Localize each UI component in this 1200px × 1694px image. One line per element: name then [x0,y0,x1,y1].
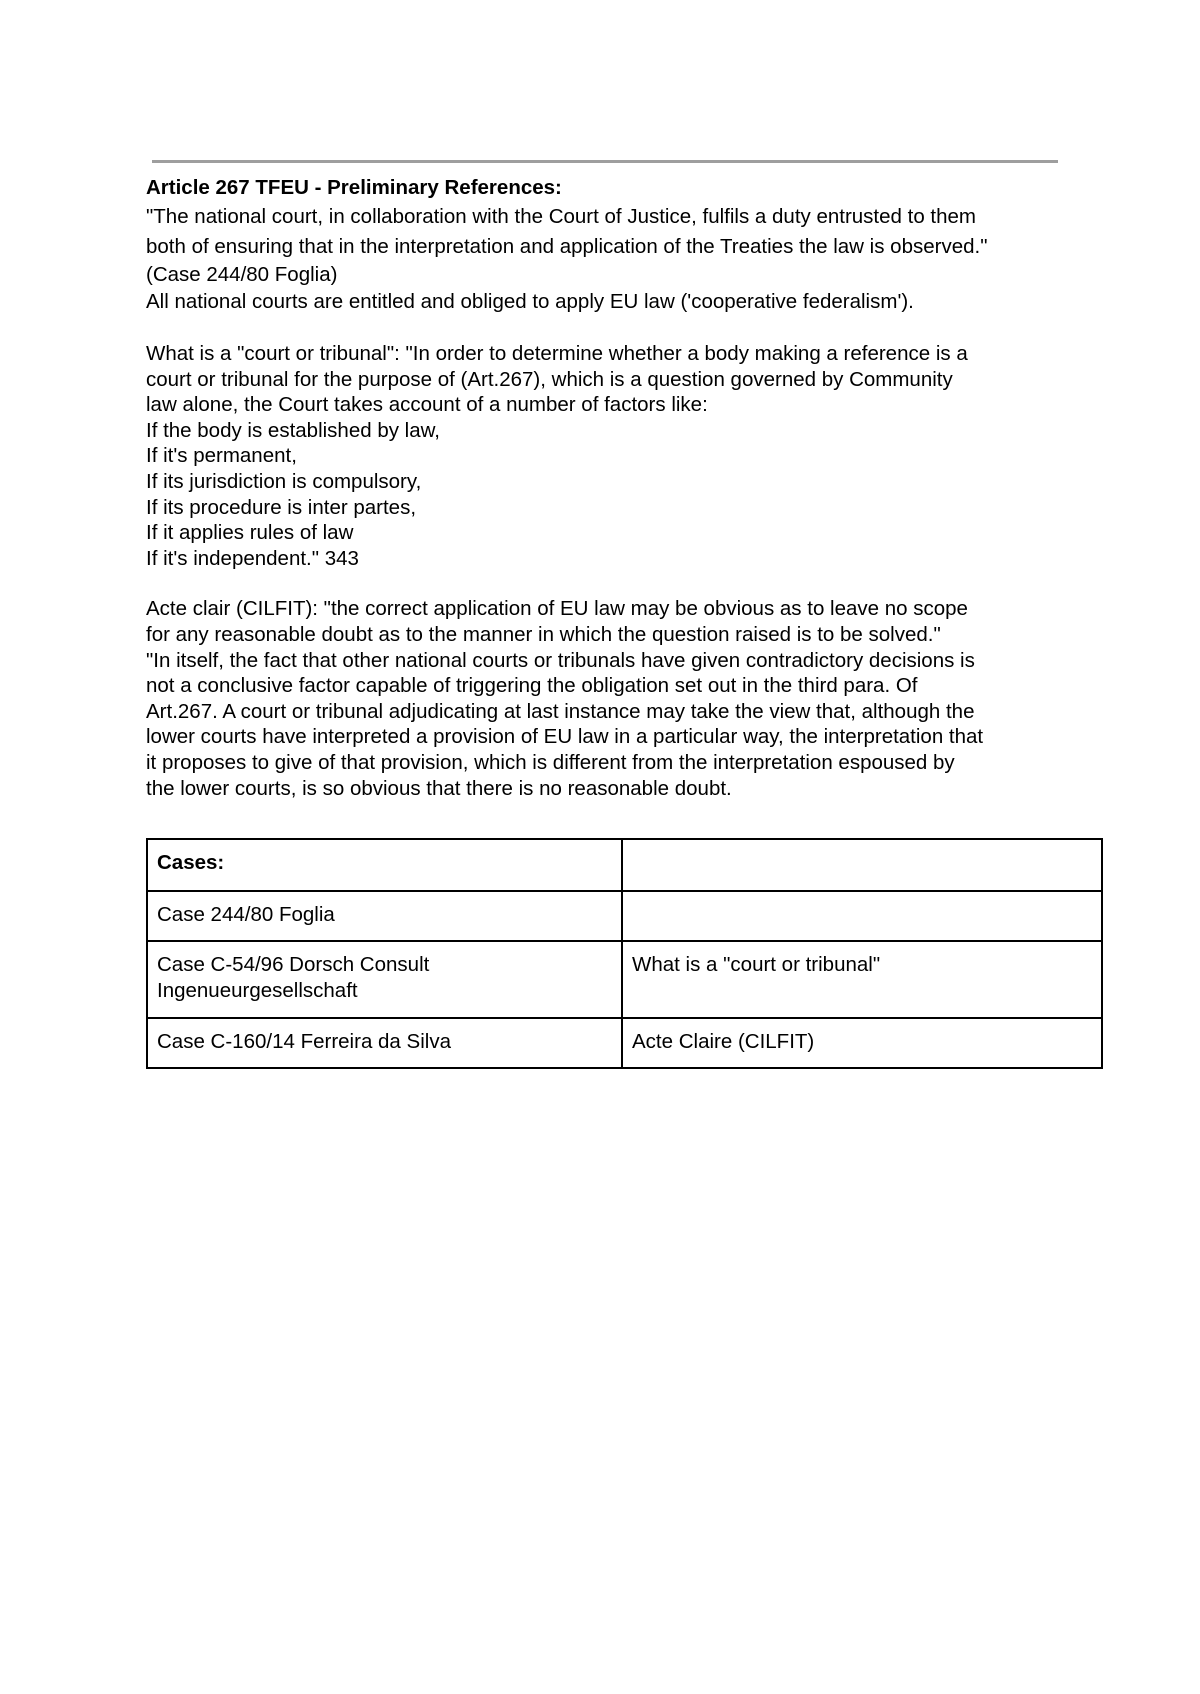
section-heading: Article 267 TFEU - Preliminary References: [146,176,562,199]
text-line: it proposes to give of that provision, which is different from the interpretation espoused by [146,750,955,774]
text-line: Acte clair (CILFIT): "the correct application of EU law may be obvious as to leave no scope [146,597,968,621]
table-cell-case: Case C-160/14 Ferreira da Silva [147,1018,622,1068]
text-line: If its jurisdiction is compulsory, [146,469,422,493]
text-line: If it's independent." 343 [146,546,359,570]
table-header-row [147,839,1102,891]
text-line: not a conclusive factor capable of triggering the obligation set out in the third para. Of [146,674,918,698]
text-line: If it applies rules of law [146,521,354,545]
table-header-cell: Cases: [147,839,622,891]
text-line: If the body is established by law, [146,418,441,442]
table-row [147,941,1102,1018]
table-row [147,1018,1102,1068]
text-line: All national courts are entitled and obliged to apply EU law ('cooperative federalism'). [146,290,914,313]
table-cell-case: Case 244/80 Foglia [147,891,622,941]
document-body [146,174,1066,801]
text-line: (Case 244/80 Foglia) [146,263,338,286]
text-line: lower courts have interpreted a provision of EU law in a particular way, the interpretation that [146,725,984,749]
text-line: If its procedure is inter partes, [146,495,417,519]
text-line: "In itself, the fact that other national courts or tribunals have given contradictory decisions is [146,648,975,672]
paragraph-gap [146,571,1066,596]
text-line: court or tribunal for the purpose of (Art.267), which is a question governed by Community [146,367,953,391]
table-row [147,891,1102,941]
text-line: "The national court, in collaboration with the Court of Justice, fulfils a duty entrusted to them [146,205,976,228]
table-cell-topic [622,891,1102,941]
text-line: both of ensuring that in the interpretation and application of the Treaties the law is observed." [146,234,988,258]
text-line: If it's permanent, [146,444,297,468]
table-header-cell [622,839,1102,891]
text-line: Art.267. A court or tribunal adjudicating at last instance may take the view that, although the [146,699,975,723]
text-line: law alone, the Court takes account of a number of factors like: [146,393,708,417]
table-cell-topic: Acte Claire (CILFIT) [622,1018,1102,1068]
acte-clair-paragraph [146,596,1066,801]
text-line: the lower courts, is so obvious that there is no reasonable doubt. [146,776,732,800]
paragraph-gap [146,316,1066,341]
intro-paragraph [146,202,1066,316]
cases-table [146,838,1103,1069]
text-line: for any reasonable doubt as to the manner in which the question raised is to be solved." [146,622,941,646]
table-cell-topic: What is a "court or tribunal" [622,941,1102,1018]
top-divider [152,160,1058,163]
table-cell-case: Case C-54/96 Dorsch Consult Ingenueurgesellschaft [147,941,622,1018]
text-line: What is a "court or tribunal": "In order to determine whether a body making a reference is a [146,342,968,365]
court-or-tribunal-paragraph [146,341,1066,571]
